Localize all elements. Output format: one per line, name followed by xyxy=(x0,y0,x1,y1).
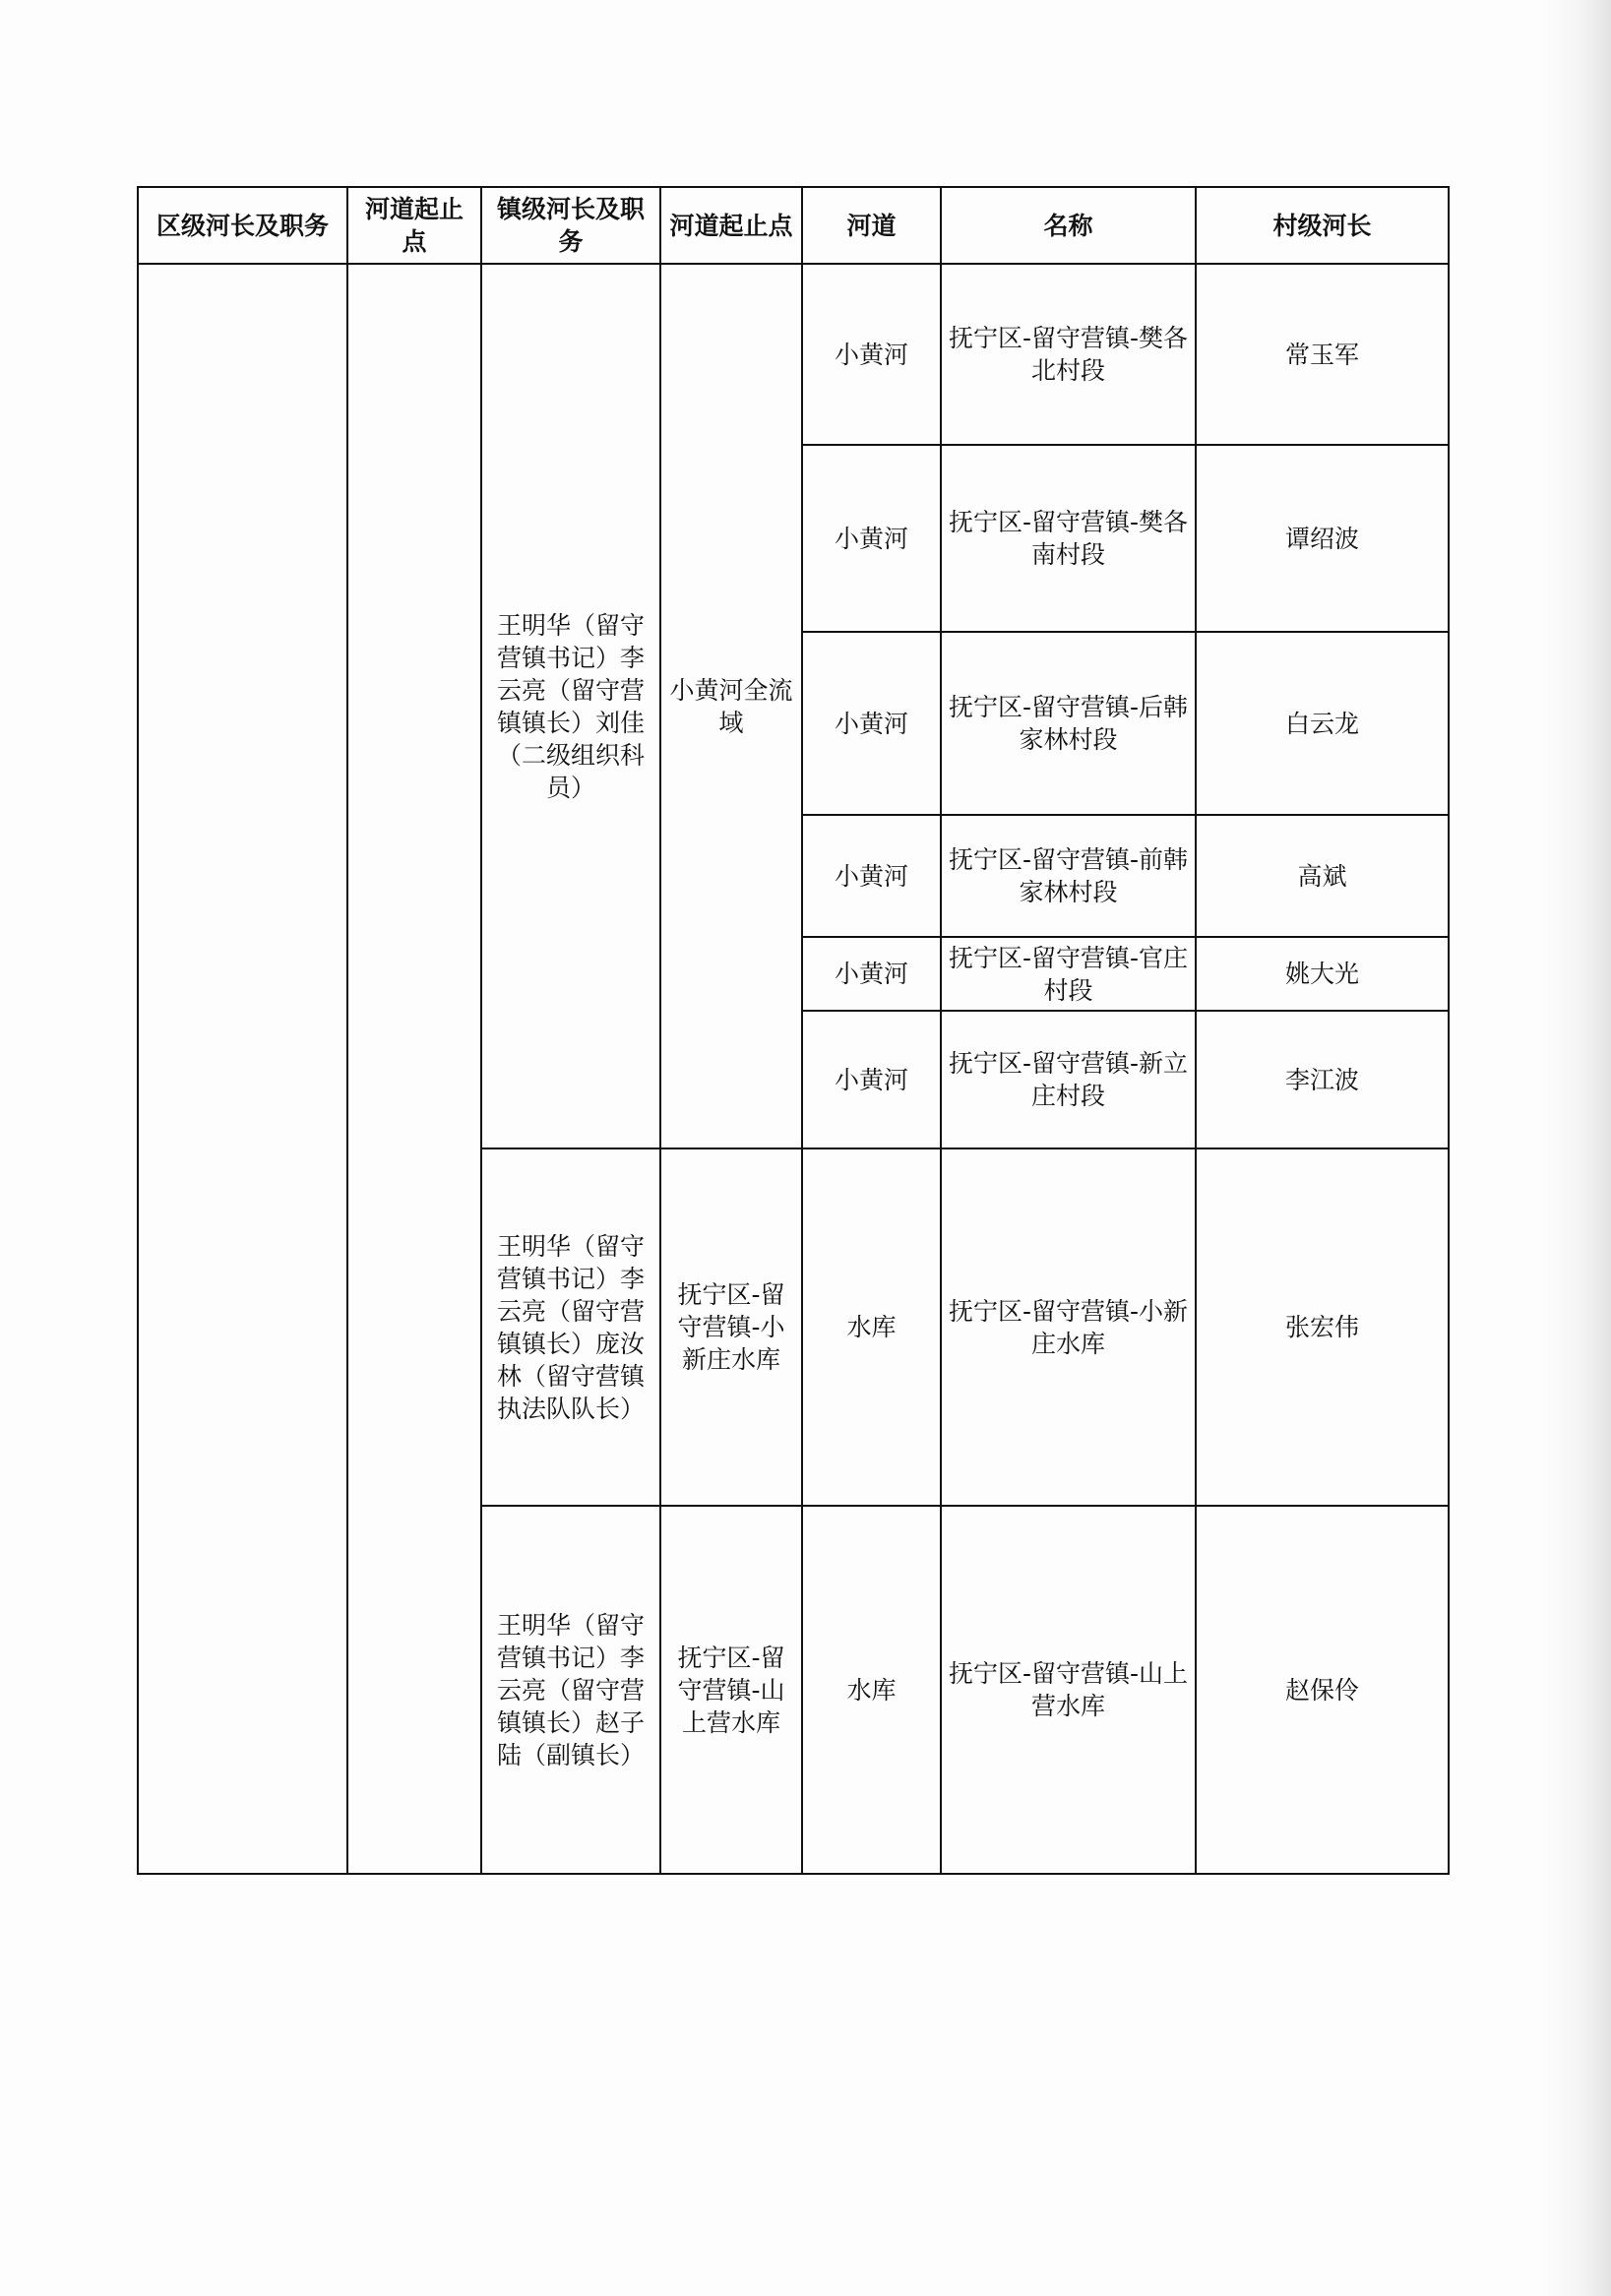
town-span-cell: 抚宁区-留守营镇-小新庄水库 xyxy=(660,1148,802,1506)
river-cell: 水库 xyxy=(802,1148,941,1506)
header-name: 名称 xyxy=(941,187,1196,264)
header-row xyxy=(138,187,1449,264)
town-span-cell: 抚宁区-留守营镇-山上营水库 xyxy=(660,1506,802,1874)
river-cell: 小黄河 xyxy=(802,1011,941,1148)
district-span-cell xyxy=(347,264,481,1874)
river-cell: 水库 xyxy=(802,1506,941,1874)
village-chief-cell: 谭绍波 xyxy=(1196,445,1449,632)
river-chief-table xyxy=(137,186,1450,1875)
town-chief-cell: 王明华（留守营镇书记）李云亮（留守营镇镇长）赵子陆（副镇长） xyxy=(481,1506,660,1874)
river-cell: 小黄河 xyxy=(802,937,941,1011)
header-village-chief: 村级河长 xyxy=(1196,187,1449,264)
name-cell: 抚宁区-留守营镇-前韩家林村段 xyxy=(941,815,1196,937)
header-district-span: 河道起止点 xyxy=(347,187,481,264)
town-chief-cell: 王明华（留守营镇书记）李云亮（留守营镇镇长）刘佳（二级组织科员） xyxy=(481,264,660,1148)
name-cell: 抚宁区-留守营镇-山上营水库 xyxy=(941,1506,1196,1874)
village-chief-cell: 张宏伟 xyxy=(1196,1148,1449,1506)
name-cell: 抚宁区-留守营镇-樊各北村段 xyxy=(941,264,1196,445)
town-span-cell: 小黄河全流域 xyxy=(660,264,802,1148)
header-town-span: 河道起止点 xyxy=(660,187,802,264)
table-row xyxy=(138,264,1449,445)
name-cell: 抚宁区-留守营镇-樊各南村段 xyxy=(941,445,1196,632)
river-cell: 小黄河 xyxy=(802,445,941,632)
river-cell: 小黄河 xyxy=(802,632,941,815)
village-chief-cell: 赵保伶 xyxy=(1196,1506,1449,1874)
name-cell: 抚宁区-留守营镇-官庄村段 xyxy=(941,937,1196,1011)
scan-shadow-edge xyxy=(1542,0,1611,2296)
header-district-chief: 区级河长及职务 xyxy=(138,187,347,264)
name-cell: 抚宁区-留守营镇-新立庄村段 xyxy=(941,1011,1196,1148)
district-chief-cell xyxy=(138,264,347,1874)
header-river: 河道 xyxy=(802,187,941,264)
name-cell: 抚宁区-留守营镇-后韩家林村段 xyxy=(941,632,1196,815)
village-chief-cell: 李江波 xyxy=(1196,1011,1449,1148)
river-cell: 小黄河 xyxy=(802,815,941,937)
name-cell: 抚宁区-留守营镇-小新庄水库 xyxy=(941,1148,1196,1506)
village-chief-cell: 高斌 xyxy=(1196,815,1449,937)
river-cell: 小黄河 xyxy=(802,264,941,445)
town-chief-cell: 王明华（留守营镇书记）李云亮（留守营镇镇长）庞汝林（留守营镇执法队队长） xyxy=(481,1148,660,1506)
village-chief-cell: 白云龙 xyxy=(1196,632,1449,815)
village-chief-cell: 姚大光 xyxy=(1196,937,1449,1011)
header-town-chief: 镇级河长及职务 xyxy=(481,187,660,264)
village-chief-cell: 常玉军 xyxy=(1196,264,1449,445)
